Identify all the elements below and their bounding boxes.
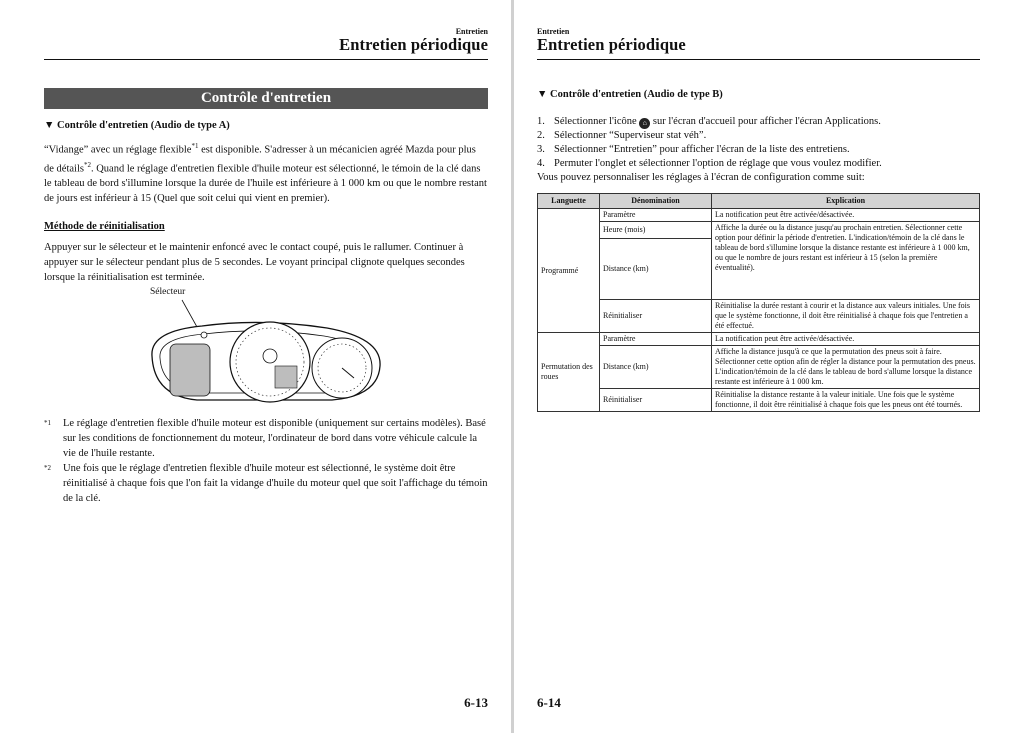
left-display (170, 344, 210, 396)
name-cell: Réinitialiser (600, 389, 712, 412)
tachometer (230, 322, 310, 402)
footnote-text-2: Une fois que le réglage d'entretien flexible d'huile moteur est sélectionné, le système doit être réinitialisé à chaque fois que l'on fait la vidange d'huile du moteur quel que soit l'affichage du témoin de la clé. (63, 463, 488, 504)
table-row (538, 333, 980, 346)
tachometer-display (275, 366, 297, 388)
step-1 (537, 115, 882, 129)
tab-cell-permutation: Permutation des roues (538, 333, 600, 412)
step-text: Sélectionner “Entretien” pour afficher l'écran de la liste des entretiens. (554, 144, 850, 155)
footnote-1 (44, 416, 488, 461)
name-cell: Distance (km) (600, 346, 712, 389)
right-page (514, 0, 1024, 733)
col-header-denomination: Dénomination (600, 194, 712, 209)
page-number: 6-14 (537, 695, 561, 710)
footnote-mark-2: *2 (44, 464, 51, 472)
intro-paragraph (44, 139, 488, 206)
step-number: 4. (537, 158, 545, 169)
col-header-explication: Explication (712, 194, 980, 209)
table-row (538, 346, 980, 389)
table-row (538, 209, 980, 222)
subheading-audio-b: ▼ Contrôle d'entretien (Audio de type B) (537, 89, 723, 100)
figure-label-selecteur: Sélecteur (150, 287, 186, 297)
settings-table (537, 193, 980, 412)
intro-text-a: “Vidange” avec un réglage flexible (44, 144, 192, 156)
table-row (538, 300, 980, 333)
header-section-label: Entretien (537, 27, 570, 36)
footnote-2 (44, 461, 488, 506)
table-header-row (538, 194, 980, 209)
step-text: Permuter l'onglet et sélectionner l'option de réglage que vous voulez modifier. (554, 158, 882, 169)
intro-text-c: . Quand le réglage d'entretien flexible d'huile moteur est sélectionné, le témoin de la clé dans le tableau de bord s'illumine lorsque la durée de l'huile est inférieure à 1 000 km ou que le nombre restant de jours est inférieur à 15 (Quel que soit celui qui vient en premier). (44, 163, 487, 204)
steps-list (537, 115, 882, 185)
explication-cell: La notification peut être activée/désactivée. (712, 333, 980, 346)
header-title: Entretien périodique (339, 35, 488, 54)
step-4 (537, 157, 882, 171)
intro-text-b: est disponible. S'adresser à un mécanicien agréé Mazda pour plus de détails (44, 144, 476, 174)
name-cell: Distance (km) (600, 239, 712, 300)
section-banner: Contrôle d'entretien (44, 88, 488, 109)
page-number: 6-13 (464, 695, 488, 710)
footnote-text-1: Le réglage d'entretien flexible d'huile moteur est disponible (uniquement sur certains modèles). Basé sur les conditions de fonctionnement du moteur, l'ordinateur de bord dans votre véhicule calcule la vie de l'huile restante. (63, 418, 486, 459)
footnote-mark-1: *1 (44, 419, 51, 427)
selector-knob (201, 332, 207, 338)
app-icon: ⌂ (639, 118, 650, 129)
instrument-cluster-illustration (142, 296, 387, 408)
explication-cell: Réinitialise la distance restante à la valeur initiale. Une fois que le système fonctionne, il doit être réinitialisé à chaque fois que les pneus ont été tournés. (712, 389, 980, 412)
table-row (538, 222, 980, 239)
step-text: Sélectionner “Superviseur stat véh”. (554, 130, 707, 141)
footnote-ref-2: *2 (83, 160, 91, 169)
step-number: 2. (537, 130, 545, 141)
explication-cell: Affiche la durée ou la distance jusqu'au prochain entretien. Sélectionner cette option pour définir la période d'entretien. L'indication/témoin de la clé dans le tableau de bord s'illumine lorsque la distance restante est inférieure à 1 000 km, ou que le nombre de jours restant est inférieur à 15 (selon la première éventualité). (712, 222, 980, 300)
step-3 (537, 143, 882, 157)
name-cell: Heure (mois) (600, 222, 712, 239)
step-number: 3. (537, 144, 545, 155)
header-title: Entretien périodique (537, 35, 686, 54)
subheading-audio-a: ▼ Contrôle d'entretien (Audio de type A) (44, 120, 230, 131)
name-cell: Réinitialiser (600, 300, 712, 333)
explication-cell: La notification peut être activée/désactivée. (712, 209, 980, 222)
footnote-ref-1: *1 (191, 142, 199, 150)
tab-cell-programme: Programmé (538, 209, 600, 333)
reset-paragraph: Appuyer sur le sélecteur et le maintenir enfoncé avec le contact coupé, puis le rallumer. Continuer à appuyer sur le sélecteur pendant plus de 5 secondes. Le voyant principal clignote quelques secondes lorsque la réinitialisation est terminée. (44, 242, 465, 283)
header-rule (44, 59, 488, 60)
step-2 (537, 129, 882, 143)
name-cell: Paramètre (600, 209, 712, 222)
step-text: Sélectionner l'icône ⌂ sur l'écran d'accueil pour afficher l'écran Applications. (554, 116, 881, 127)
header-section-label: Entretien (455, 27, 488, 36)
header-rule (537, 59, 980, 60)
explication-cell: Affiche la distance jusqu'à ce que la permutation des pneus soit à faire. Sélectionner cette option afin de régler la distance pour la permutation des pneus. L'indication/témoin de la clé dans le tableau de bord s'allume lorsque la distance restante est inférieure à 1 000 km. (712, 346, 980, 389)
col-header-languette: Languette (538, 194, 600, 209)
explication-cell: Réinitialise la durée restant à courir et la distance aux valeurs initiales. Une fois que le système fonctionne, il doit être réinitialisé à chaque fois que l'entretien a été effectué. (712, 300, 980, 333)
table-row (538, 389, 980, 412)
reset-method-heading: Méthode de réinitialisation (44, 221, 165, 232)
steps-note: Vous pouvez personnaliser les réglages à l'écran de configuration comme suit: (537, 172, 865, 183)
name-cell: Paramètre (600, 333, 712, 346)
left-page (0, 0, 511, 733)
step-number: 1. (537, 116, 545, 127)
